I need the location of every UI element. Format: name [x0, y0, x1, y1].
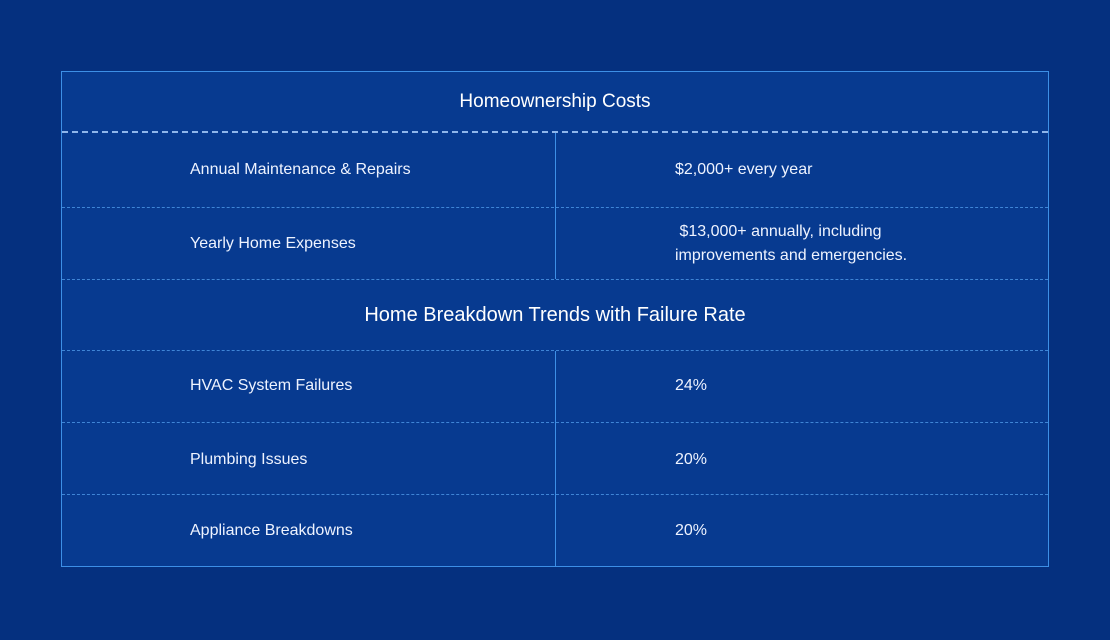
trends-row-value: 24% [675, 377, 708, 394]
trends-section-title: Home Breakdown Trends with Failure Rate [364, 303, 746, 326]
homeownership-table [61, 71, 1049, 567]
column-divider [555, 133, 556, 279]
costs-row-label: Yearly Home Expenses [190, 234, 356, 252]
trends-row-value: 20% [675, 451, 708, 468]
column-divider [555, 351, 556, 566]
costs-row-value: $2,000+ every year [675, 161, 813, 178]
trends-row-label: Appliance Breakdowns [190, 521, 353, 539]
trends-row-label: HVAC System Failures [190, 377, 353, 394]
trends-row-label: Plumbing Issues [190, 451, 308, 468]
costs-section-title: Homeownership Costs [459, 91, 651, 112]
costs-row-label: Annual Maintenance & Repairs [190, 161, 411, 178]
costs-row-value: $13,000+ annually, including improvements and emergencies. [675, 222, 908, 264]
trends-row-value: 20% [675, 521, 708, 539]
